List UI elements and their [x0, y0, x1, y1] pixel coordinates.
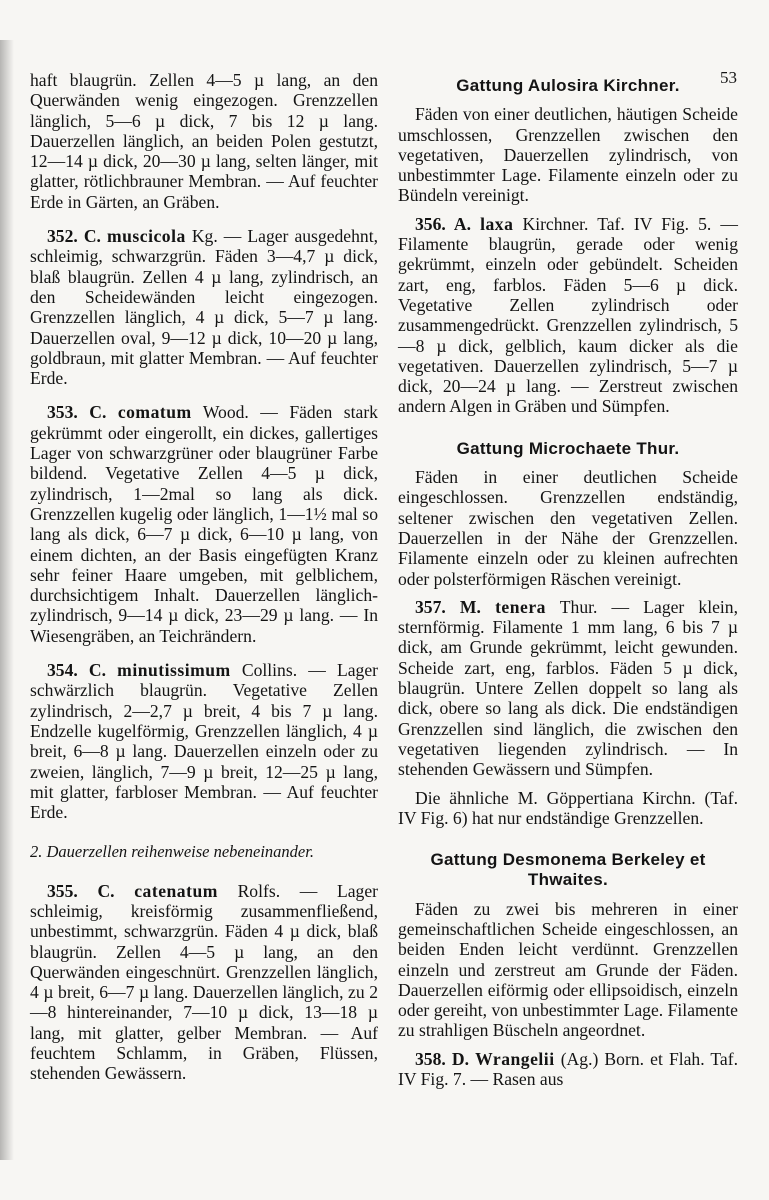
species-name: catenatum: [134, 880, 218, 901]
species-description: (Ag.) Born. et Flah. Taf. IV Fig. 7. — Rasen aus: [398, 1048, 738, 1090]
species-description: Kirchner. Taf. IV Fig. 5. — Filamente blaugrün, gerade oder wenig gekrümmt, einzeln oder gebündelt. Scheiden zart, eng, farblos. Fäden 5—6 µ dick. Vegetative Zellen zylindrisch oder zusammengedrückt. Grenzzellen zylindrisch, 5—8 µ dick, gelblich, kaum dicker als die vegetativen. Dauerzellen zylindrisch, 5—7 µ dick, 20—24 µ lang. — Zerstreut zwischen andern Algen in Gräben und Sümpfen.: [398, 213, 739, 417]
species-353: [30, 402, 378, 646]
species-number: 358. D.: [415, 1048, 470, 1069]
species-name: Wrangelii: [475, 1048, 555, 1069]
species-description: Collins. — Lager schwärzlich blaugrün. Vegetative Zellen zylindrisch, 2—2,7 µ breit, 4 bis 7 µ lang. Endzelle kugelförmig, Grenzzellen länglich, 4 µ breit, 6—8 µ lang. Dauerzellen einzeln oder zu zweien, länglich, 7—9 µ breit, 12—25 µ lang, mit glatter, farbloser Membran. — Auf feuchter Erde.: [30, 660, 378, 823]
subsection-heading: 2. Dauerzellen reihenweise nebeneinander.: [30, 842, 314, 862]
genus-heading-aulosira: Gattung Aulosira Kirchner.: [456, 76, 680, 95]
species-description: Kg. — Lager ausgedehnt, schleimig, schwarzgrün. Fäden 3—4,7 µ dick, blaß blaugrün. Zellen 4 µ lang, zylindrisch, an den Scheidewänden leicht eingezogen. Grenzzellen länglich, 4 µ dick, 5—7 µ lang. Dauerzellen oval, 9—12 µ dick, 10—20 µ lang, goldbraun, mit glatter Membran. — Auf feuchter Erde.: [30, 226, 378, 389]
species-352: [30, 226, 378, 388]
species-name: tenera: [495, 596, 546, 617]
species-357: [398, 597, 738, 780]
genus-description: Fäden zu zwei bis mehreren in einer gemeinschaftlichen Scheide eingeschlossen, an beiden Enden leicht verdünnt. Grenzzellen einzeln und zerstreut am Grunde der Fäden. Dauerzellen eiförmig oder ellipsoidisch, einzeln oder gereiht, von unbestimmter Lage. Filamente zu strahligen Büscheln angeordnet.: [398, 898, 738, 1041]
species-356: [398, 214, 738, 417]
species-name: muscicola: [106, 226, 186, 247]
left-column: [30, 70, 378, 1098]
species-number: 352. C.: [47, 226, 101, 247]
species-name: laxa: [480, 213, 514, 234]
genus-description: Fäden von einer deutlichen, häutigen Scheide umschlossen, Grenzzellen zwischen den vegetativen, Dauerzellen zylindrisch, von unbestimmter Lage. Filamente einzeln oder zu Bündeln vereinigt.: [398, 104, 738, 206]
species-name: minutissimum: [117, 660, 231, 681]
species-description: Thur. — Lager klein, sternförmig. Filamente 1 mm lang, 6 bis 7 µ dick, am Grunde gekrümmt, leicht gewunden. Scheide zart, eng, farblos. Fäden 5 µ dick, blaugrün. Untere Zellen doppelt so lang als dick, obere so lang als dick. Die endständigen Grenzzellen sind länglich, die zwischen den vegetativen liegenden zylindrisch. — In stehenden Gewässern und Sümpfen.: [398, 596, 738, 780]
right-column: [398, 76, 738, 1103]
page-edge-shadow: [0, 40, 14, 1160]
genus-heading-microchaete: Gattung Microchaete Thur.: [456, 438, 680, 458]
species-description: Wood. — Fäden stark gekrümmt oder eingerollt, ein dickes, gallertiges Lager von schwarzgrüner oder blaugrüner Farbe bildend. Vegetative Zellen 4—5 µ dick, zylindrisch, 1—2mal so lang als dick. Grenzzellen kugelig oder länglich, 1—1½ mal so lang als dick, 6—7 µ dick, 6—10 µ lang, von einem dichten, an der Basis eingefügten Kranz sehr feiner Haare umgeben, mit gelblichem, durchsichtigem Inhalt. Dauerzellen länglich-zylindrisch, 9—14 µ dick, 23—29 µ lang. — In Wiesengräben, an Teichrändern.: [30, 402, 378, 646]
genus-description: Fäden in einer deutlichen Scheide eingeschlossen. Grenzzellen endständig, seltener zwischen den vegetativen Zellen. Dauerzellen in der Nähe der Grenzzellen. Filamente einzeln oder zu kleinen aufrechten oder polsterförmigen Räschen vereinigt.: [398, 467, 738, 589]
species-note: Die ähnliche M. Göppertiana Kirchn. (Taf. IV Fig. 6) hat nur endständige Grenzzellen.: [398, 787, 738, 828]
species-354: [30, 660, 378, 822]
species-number: 357. M.: [415, 596, 481, 617]
page-number: 53: [720, 68, 737, 87]
paragraph-intro: haft blaugrün. Zellen 4—5 µ lang, an den Querwänden wenig eingezogen. Grenzzellen länglich, 5—6 µ dick, 7 bis 12 µ lang. Dauerzellen länglich, an beiden Polen gestutzt, 12—14 µ dick, 20—30 µ lang, selten länger, mit glatter, rötlichbrauner Membran. — Auf feuchter Erde in Gärten, an Gräben.: [30, 70, 378, 212]
species-number: 353. C.: [47, 402, 107, 423]
species-358: [398, 1049, 738, 1090]
species-number: 355. C.: [47, 880, 115, 901]
species-355: [30, 881, 378, 1084]
species-name: comatum: [117, 402, 192, 423]
genus-heading-desmonema: Gattung Desmonema Berkeley et Thwaites.: [430, 850, 706, 890]
species-number: 354. C.: [47, 660, 107, 681]
species-number: 356. A.: [415, 213, 472, 234]
species-description: Rolfs. — Lager schleimig, kreisförmig zusammenfließend, unbestimmt, schwarzgrün. Fäden 4 µ dick, blaß blaugrün. Zellen 4—5 µ lang, an den Querwänden eingeschnürt. Grenzzellen länglich, 4 µ breit, 6—7 µ lang. Dauerzellen länglich, zu 2—8 hintereinander, 7—10 µ dick, 13—18 µ lang, mit glatter, gelber Membran. — Auf feuchtem Schlamm, in Gräben, Flüssen, stehenden Gewässern.: [30, 880, 379, 1084]
